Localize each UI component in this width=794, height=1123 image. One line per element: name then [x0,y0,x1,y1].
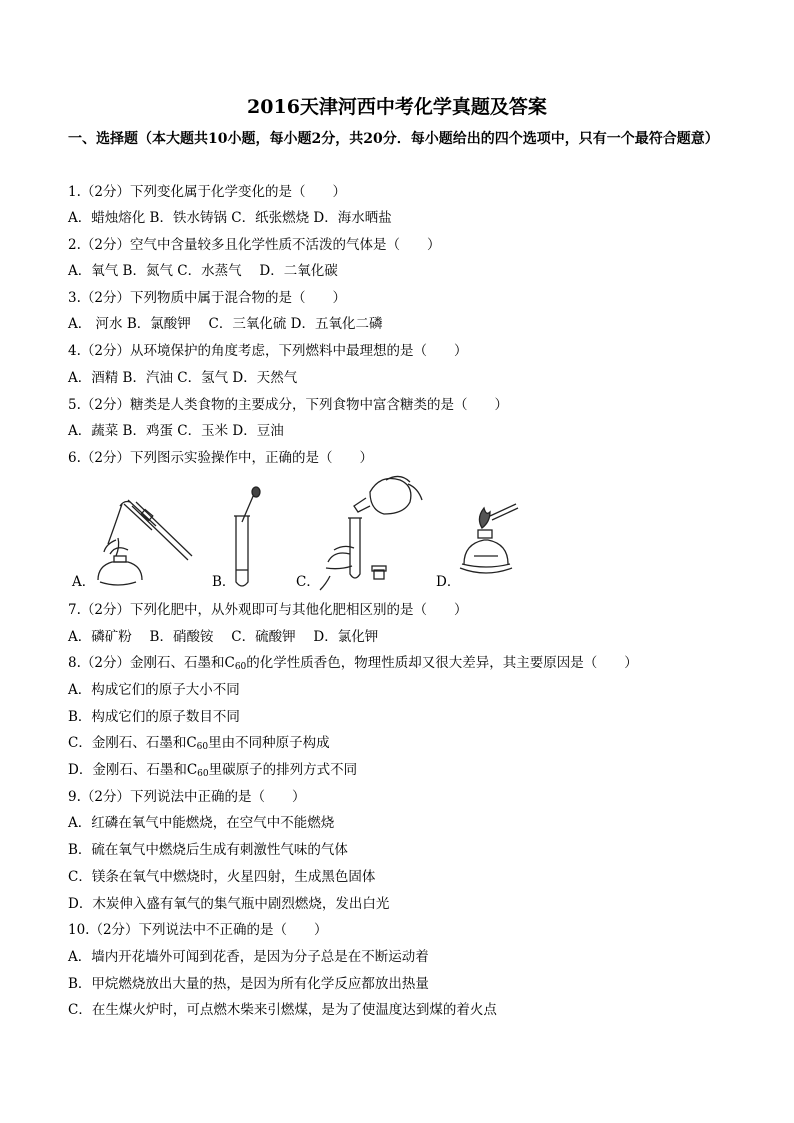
option-c-subscript: 60 [196,742,209,752]
question-8-option-d [68,760,357,784]
question-8-prefix: 8.（2分）金刚石、石墨和C [68,655,235,671]
question-8-option-c [68,733,330,757]
question-2-options: A．氧气 B．氮气 C．水蒸气 D．二氧化碳 [68,263,338,279]
question-8-suffix: 的化学性质香色，物理性质却又很大差异，其主要原因是（ ） [246,655,638,671]
question-8-option-a: A．构成它们的原子大小不同 [68,682,240,698]
question-8 [68,653,638,677]
question-6-figures [68,472,548,592]
question-3: 3.（2分）下列物质中属于混合物的是（ ） [68,290,346,306]
option-c-suffix: 里由不同种原子构成 [208,735,330,751]
question-8-option-b: B．构成它们的原子数目不同 [68,709,240,725]
figure-a-label: A． [72,574,96,590]
question-9-option-b: B．硫在氧气中燃烧后生成有刺激性气味的气体 [68,842,348,858]
option-d-prefix: D．金刚石、石墨和C [68,762,198,778]
question-10-option-c: C．在生煤火炉时，可点燃木柴来引燃煤，是为了使温度达到煤的着火点 [68,1002,497,1018]
question-9-option-d: D．木炭伸入盛有氧气的集气瓶中剧烈燃烧，发出白光 [68,896,390,912]
question-1: 1.（2分）下列变化属于化学变化的是（ ） [68,184,346,200]
figure-c-pouring-icon [316,472,426,592]
question-10-option-b: B．甲烷燃烧放出大量的热，是因为所有化学反应都放出热量 [68,976,429,992]
figure-c-label: C． [296,574,320,590]
question-9-option-a: A．红磷在氧气中能燃烧，在空气中不能燃烧 [68,815,335,831]
question-5: 5.（2分）糖类是人类食物的主要成分，下列食物中富含糖类的是（ ） [68,397,508,413]
question-4: 4.（2分）从环境保护的角度考虑，下列燃料中最理想的是（ ） [68,343,468,359]
question-7-options: A．磷矿粉 B．硝酸铵 C．硫酸钾 D．氯化钾 [68,629,379,645]
option-d-suffix: 里碳原子的排列方式不同 [208,762,358,778]
question-7: 7.（2分）下列化肥中，从外观即可与其他化肥相区别的是（ ） [68,602,468,618]
figure-a-heating-icon [90,492,200,592]
question-10: 10.（2分）下列说法中不正确的是（ ） [68,922,328,938]
page-title: 2016天津河西中考化学真题及答案 [247,96,547,118]
option-c-prefix: C．金刚石、石墨和C [68,735,197,751]
figure-d-alcohol-lamp-icon [454,502,534,592]
question-8-subscript: 60 [234,662,247,672]
question-1-options: A．蜡烛熔化 B．铁水铸锅 C．纸张燃烧 D．海水晒盐 [68,210,392,226]
figure-b-test-tube-icon [228,486,268,592]
question-9-option-c: C．镁条在氧气中燃烧时，火星四射，生成黑色固体 [68,869,376,885]
option-d-subscript: 60 [197,769,209,779]
section-heading: 一、选择题（本大题共10小题，每小题2分，共20分．每小题给出的四个选项中，只有一个最符合题意） [68,131,719,147]
question-5-options: A．蔬菜 B．鸡蛋 C．玉米 D．豆油 [68,423,284,439]
question-4-options: A．酒精 B．汽油 C．氢气 D．天然气 [68,370,298,386]
question-2: 2.（2分）空气中含量较多且化学性质不活泼的气体是（ ） [68,237,441,253]
question-6: 6.（2分）下列图示实验操作中，正确的是（ ） [68,450,373,466]
question-9: 9.（2分）下列说法中正确的是（ ） [68,789,306,805]
figure-d-label: D． [436,574,461,590]
question-3-options: A． 河水 B．氯酸钾 C．三氧化硫 D．五氧化二磷 [68,316,383,332]
question-10-option-a: A．墙内开花墙外可闻到花香，是因为分子总是在不断运动着 [68,949,429,965]
figure-b-label: B． [212,574,236,590]
